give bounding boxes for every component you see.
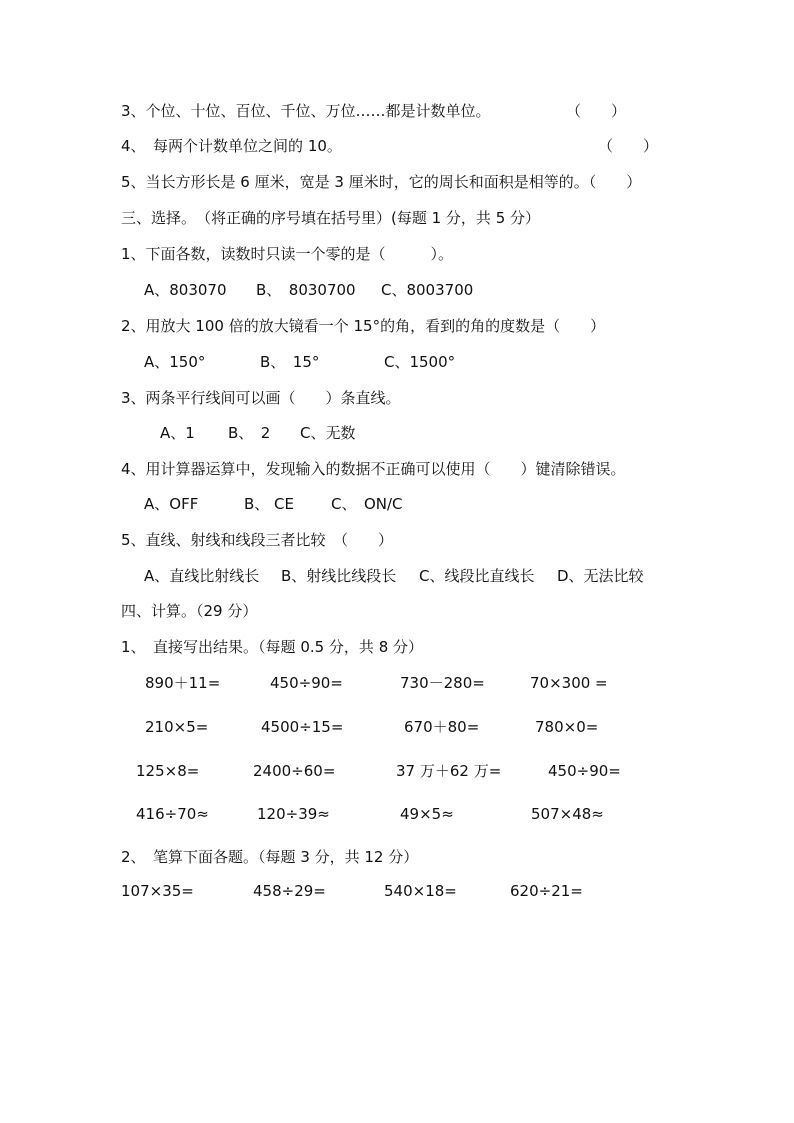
- calc-part2-title: 2、 笔算下面各题。（每题 3 分，共 12 分）: [121, 848, 419, 866]
- choice-4-option-b[interactable]: B、 CE: [244, 495, 295, 513]
- choice-2-option-c[interactable]: C、1500°: [384, 353, 456, 371]
- choice-question-2: 2、用放大 100 倍的放大镜看一个 15°的角，看到的角的度数是（ ）: [121, 317, 606, 335]
- choice-4-option-c[interactable]: C、 ON/C: [331, 495, 403, 513]
- oral-calc-item: 49×5≈: [400, 805, 454, 823]
- section-choice-heading: 三、选择。 （将正确的序号填在括号里）(每题 1 分，共 5 分）: [121, 209, 541, 227]
- calc-part1-title: 1、 直接写出结果。（每题 0.5 分，共 8 分）: [121, 638, 424, 656]
- written-calc-item: 540×18=: [384, 882, 457, 900]
- oral-calc-item: 125×8=: [136, 762, 200, 780]
- judge-answer-blank-3[interactable]: （ ）: [566, 102, 627, 120]
- judge-answer-blank-4[interactable]: （ ）: [598, 137, 659, 155]
- choice-2-option-b[interactable]: B、 15°: [260, 353, 320, 371]
- oral-calc-item: 37 万＋62 万=: [396, 762, 502, 780]
- oral-calc-item: 780×0=: [535, 718, 599, 736]
- choice-2-option-a[interactable]: A、150°: [144, 353, 206, 371]
- oral-calc-item: 890＋11=: [145, 674, 221, 692]
- judge-question-4: 4、 每两个计数单位之间的 10。: [121, 137, 342, 155]
- oral-calc-item: 730－280=: [400, 674, 485, 692]
- oral-calc-item: 670＋80=: [404, 718, 480, 736]
- judge-question-5: 5、当长方形长是 6 厘米，宽是 3 厘米时，它的周长和面积是相等的。（ ）: [121, 173, 642, 191]
- judge-question-3: 3、个位、十位、百位、千位、万位……都是计数单位。: [121, 102, 491, 120]
- written-calc-item: 107×35=: [121, 882, 194, 900]
- choice-1-option-b[interactable]: B、 8030700: [256, 281, 356, 299]
- oral-calc-item: 450÷90=: [270, 674, 343, 692]
- choice-question-1: 1、下面各数，读数时只读一个零的是（ ）。: [121, 245, 454, 263]
- oral-calc-item: 2400÷60=: [253, 762, 336, 780]
- choice-5-option-a[interactable]: A、直线比射线长: [144, 567, 260, 585]
- choice-5-option-b[interactable]: B、射线比线段长: [281, 567, 397, 585]
- written-calc-item: 620÷21=: [510, 882, 583, 900]
- choice-1-option-a[interactable]: A、803070: [144, 281, 227, 299]
- section-calc-heading: 四、计算。（29 分）: [121, 602, 258, 620]
- choice-5-option-d[interactable]: D、无法比较: [557, 567, 644, 585]
- oral-calc-item: 450÷90=: [548, 762, 621, 780]
- choice-5-option-c[interactable]: C、线段比直线长: [419, 567, 535, 585]
- oral-calc-item: 4500÷15=: [261, 718, 344, 736]
- written-calc-item: 458÷29=: [253, 882, 326, 900]
- choice-3-option-a[interactable]: A、1: [160, 424, 195, 442]
- oral-calc-item: 416÷70≈: [136, 805, 209, 823]
- oral-calc-item: 507×48≈: [531, 805, 604, 823]
- choice-4-option-a[interactable]: A、OFF: [144, 495, 199, 513]
- choice-question-3: 3、两条平行线间可以画（ ）条直线。: [121, 389, 401, 407]
- choice-1-option-c[interactable]: C、8003700: [381, 281, 474, 299]
- choice-question-4: 4、用计算器运算中，发现输入的数据不正确可以使用（ ）键清除错误。: [121, 460, 626, 478]
- choice-3-option-c[interactable]: C、无数: [300, 424, 356, 442]
- oral-calc-item: 70×300 =: [530, 674, 608, 692]
- choice-3-option-b[interactable]: B、 2: [228, 424, 271, 442]
- choice-question-5: 5、直线、射线和线段三者比较 （ ）: [121, 531, 394, 549]
- oral-calc-item: 210×5=: [145, 718, 209, 736]
- oral-calc-item: 120÷39≈: [257, 805, 330, 823]
